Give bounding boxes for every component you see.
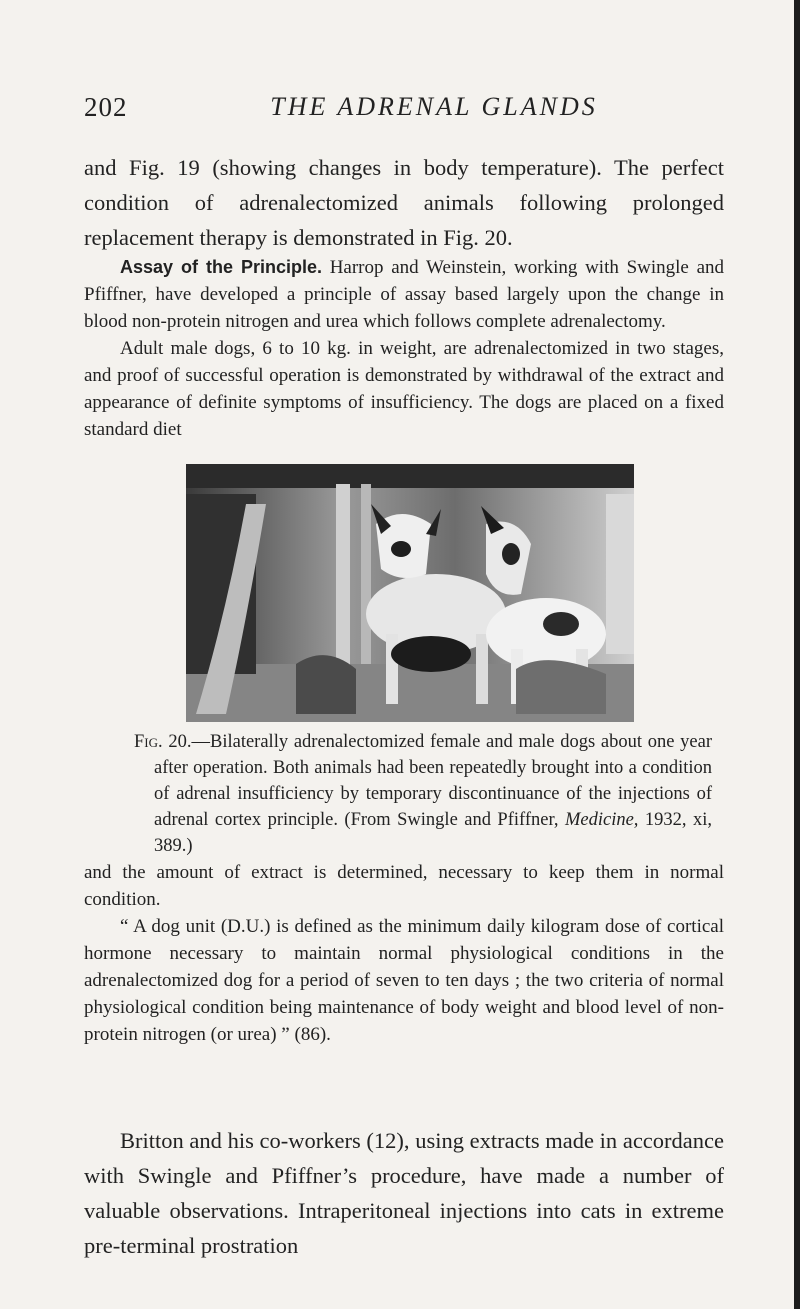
figure-caption	[134, 729, 712, 859]
dogs-paragraph: Adult male dogs, 6 to 10 kg. in weight, are adrenalectomized in two stages, and proof of successful operation is demonstrated by withdrawal of the extract and appearance of definite symptoms of insufficiency. The dogs are placed on a fixed standard diet	[84, 338, 724, 440]
paragraph-continuation: and Fig. 19 (showing changes in body temperature). The perfect condition of adrenalectomized animals following prolonged replacement therapy is demonstrated in Fig. 20.	[84, 155, 724, 250]
dogs-photo-illustration	[186, 464, 634, 722]
figure-photo-dogs	[186, 464, 634, 722]
page-edge	[794, 0, 800, 1309]
caption-journal: Medicine,	[564, 810, 639, 830]
assay-paragraph-text: Harrop and Weinstein, working with Swingle and Pfiffner, have developed a principle of assay based largely upon the change in blood non-protein nitrogen and urea which follows complete adrenalectomy.	[84, 257, 725, 332]
caption-reference: 1932, xi, 389.)	[154, 810, 713, 856]
assay-section	[84, 254, 724, 443]
amount-paragraph: and the amount of extract is determined, necessary to keep them in normal condition.	[84, 862, 724, 910]
caption-main: —Bilaterally adrenalectomized female and male dogs about one year after operation. Both animals had been repeatedly brought into a condition of adrenal insufficiency by temporary discontinuance of the injections of adrenal cortex principle. (From Swingle and Pfiffner,	[154, 732, 712, 830]
running-head: THE ADRENAL GLANDS	[270, 92, 598, 121]
britton-paragraph: Britton and his co-workers (12), using extracts made in accordance with Swingle and Pfiffner’s procedure, have made a number of valuable observations. Intraperitoneal injections into cats in extreme pre-terminal prostration	[84, 1128, 724, 1258]
figure-caption-text	[134, 729, 712, 859]
page-header	[84, 92, 724, 132]
dog-unit-definition: “ A dog unit (D.U.) is defined as the minimum daily kilogram dose of cortical hormone necessary to maintain normal physiological conditions in the adrenalectomized dog for a period of seven to ten days ; the two criteria of normal physiological condition being maintenance of body weight and blood level of non-protein nitrogen (or urea) ” (86).	[84, 916, 724, 1045]
page-number: 202	[84, 92, 128, 122]
assay-paragraph	[84, 254, 724, 335]
dog-unit-section	[84, 859, 724, 1048]
section-heading: Assay of the Principle.	[120, 257, 322, 277]
figure-label: Fig. 20.	[134, 732, 192, 752]
